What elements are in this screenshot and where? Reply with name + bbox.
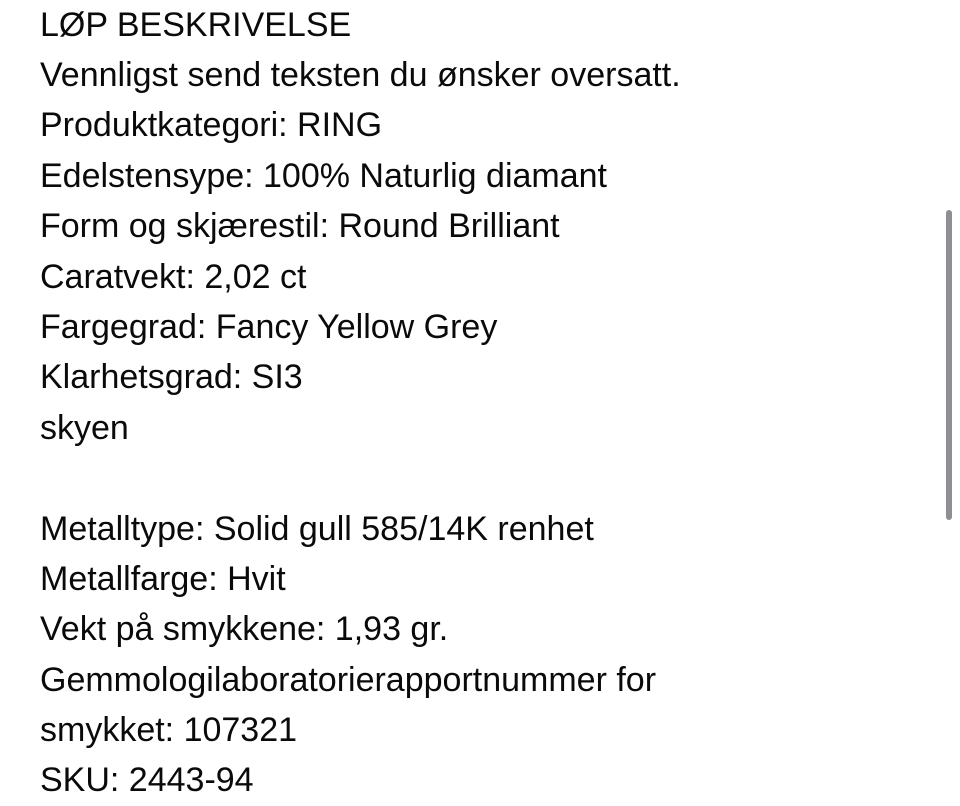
sku-line: SKU: 2443-94 xyxy=(40,761,254,800)
scrollbar[interactable] xyxy=(946,210,952,520)
clarity-grade-line: Klarhetsgrad: SI3 xyxy=(40,358,303,397)
description-line: Vennligst send teksten du ønsker oversatt. xyxy=(40,56,681,94)
description-text xyxy=(40,0,920,806)
gemstone-type-line: Edelstensype: 100% Naturlig diamant xyxy=(40,156,607,195)
metal-color-line: Metallfarge: Hvit xyxy=(40,559,286,598)
color-grade-line: Fargegrad: Fancy Yellow Grey xyxy=(40,307,498,346)
inclusion-line: skyen xyxy=(40,408,129,447)
shape-cut-line: Form og skjærestil: Round Brilliant xyxy=(40,207,560,246)
product-category-line: Produktkategori: RING xyxy=(40,106,383,145)
carat-weight-line: Caratvekt: 2,02 ct xyxy=(40,257,307,296)
lab-report-number-line: smykket: 107321 xyxy=(40,711,298,750)
jewelry-weight-line: Vekt på smykkene: 1,93 gr. xyxy=(40,610,449,649)
metal-type-line: Metalltype: Solid gull 585/14K renhet xyxy=(40,509,594,548)
lab-report-line: Gemmologilaboratorierapportnummer for xyxy=(40,660,657,699)
section-heading: LØP BESKRIVELSE xyxy=(40,6,352,44)
spacer xyxy=(40,453,920,503)
